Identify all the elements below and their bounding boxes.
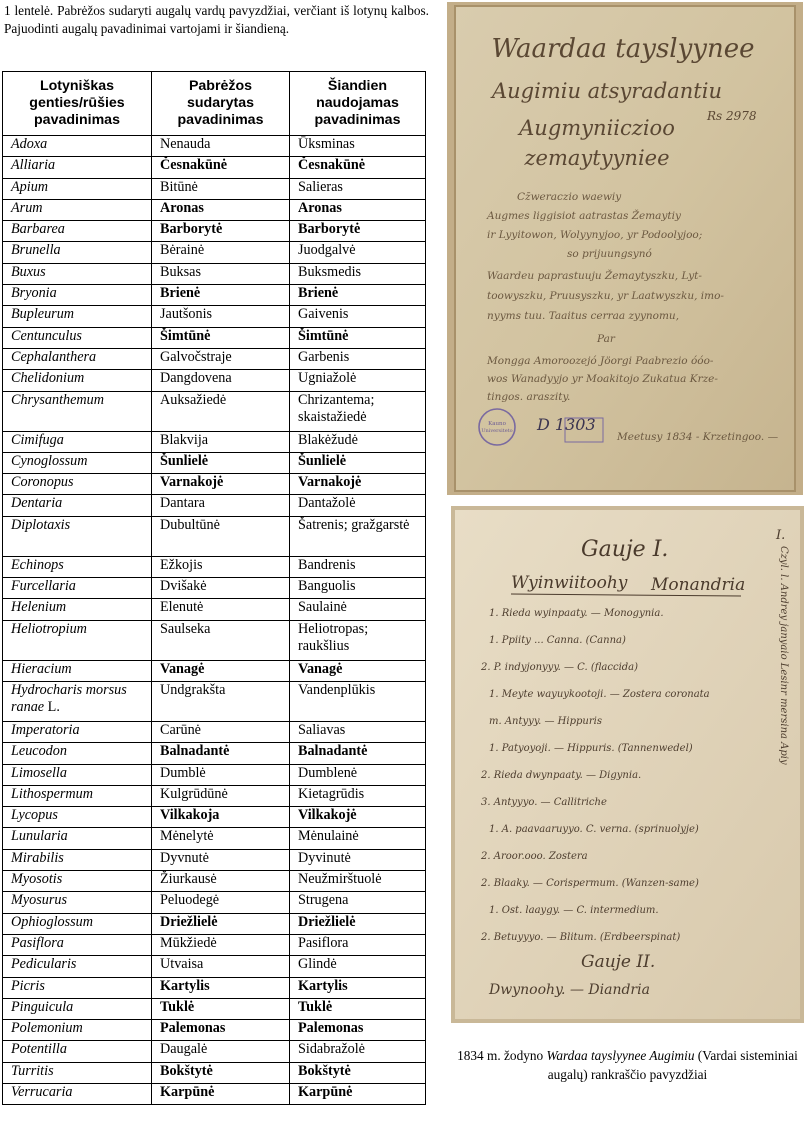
- today-name-cell: Saliavas: [290, 721, 426, 742]
- ms-entry: m. Antyyy. — Hippuris: [489, 716, 602, 727]
- latin-name-cell: [3, 178, 152, 199]
- table-row: [3, 474, 426, 495]
- stamp-number: D 1303: [537, 415, 596, 434]
- today-name-cell: Neužmirštuolė: [290, 871, 426, 892]
- today-name-cell: Vanagė: [290, 660, 426, 681]
- table-row: [3, 620, 426, 660]
- table-row: [3, 764, 426, 785]
- pabrezos-name-cell: Saulseka: [152, 620, 290, 660]
- manuscript-page-photo: [451, 506, 804, 1023]
- latin-name: Furcellaria: [11, 578, 76, 595]
- table-row: [3, 743, 426, 764]
- today-name-cell: Strugena: [290, 892, 426, 913]
- pabrezos-name-cell: Barborytė: [152, 221, 290, 242]
- ms-heading: Gauje I.: [581, 537, 669, 562]
- pabrezos-name-cell: Kartylis: [152, 977, 290, 998]
- ms-entry: 1. Meyte wayuykootoji. — Zostera coronata: [489, 689, 710, 700]
- pabrezos-name-cell: Šunlielė: [152, 452, 290, 473]
- archive-code: Rs 2978: [707, 109, 757, 123]
- ms-entry: 3. Antyyyo. — Callitriche: [481, 797, 607, 808]
- today-name-cell: Garbenis: [290, 348, 426, 369]
- table-row: [3, 578, 426, 599]
- latin-name: Pinguicula: [11, 998, 74, 1015]
- latin-name: Barbarea: [11, 221, 65, 238]
- today-name-cell: Tuklė: [290, 998, 426, 1019]
- pabrezos-name-cell: Mūkžiedė: [152, 934, 290, 955]
- pabrezos-name-cell: Varnakojė: [152, 474, 290, 495]
- today-name-cell: Sidabražolė: [290, 1041, 426, 1062]
- pabrezos-name-cell: Dumblė: [152, 764, 290, 785]
- table-row: [3, 721, 426, 742]
- pabrezos-name-cell: Brienė: [152, 285, 290, 306]
- latin-name-cell: [3, 743, 152, 764]
- latin-name-cell: [3, 370, 152, 391]
- latin-name-cell: [3, 516, 152, 556]
- pabrezos-name-cell: Driežlielė: [152, 913, 290, 934]
- table-row: [3, 242, 426, 263]
- table-row: [3, 327, 426, 348]
- today-name-cell: Aronas: [290, 199, 426, 220]
- latin-name-cell: [3, 263, 152, 284]
- pabrezos-name-cell: Balnadantė: [152, 743, 290, 764]
- today-name-cell: Buksmedis: [290, 263, 426, 284]
- pabrezos-name-cell: Dantara: [152, 495, 290, 516]
- table-row: [3, 599, 426, 620]
- plant-names-table: [2, 71, 426, 1105]
- table-row: [3, 785, 426, 806]
- pabrezos-name-cell: Carūnė: [152, 721, 290, 742]
- ms-subheading-left: Wyinwiitoohy: [511, 573, 628, 593]
- today-name-cell: Bandrenis: [290, 556, 426, 577]
- pabrezos-name-cell: Daugalė: [152, 1041, 290, 1062]
- today-name-cell: Šatrenis; gražgarstė: [290, 516, 426, 556]
- today-name-cell: Česnakūnė: [290, 157, 426, 178]
- ms-entry: 1. Rieda wyinpaaty. — Monogynia.: [489, 608, 664, 619]
- latin-name-cell: [3, 306, 152, 327]
- ms-line-1: Augimiu atsyradantiu: [491, 79, 723, 103]
- table-row: [3, 1062, 426, 1083]
- pabrezos-name-cell: Dangdovena: [152, 370, 290, 391]
- ms-entry: Dwynoohy. — Diandria: [489, 982, 650, 998]
- today-name-cell: Vandenplūkis: [290, 681, 426, 721]
- latin-name: Bupleurum: [11, 306, 75, 323]
- today-name-cell: Banguolis: [290, 578, 426, 599]
- today-name-cell: Karpūnė: [290, 1083, 426, 1104]
- svg-text:Universiteto: Universiteto: [481, 428, 513, 434]
- today-name-cell: Glindė: [290, 956, 426, 977]
- latin-name: Limosella: [11, 764, 67, 781]
- table-row: [3, 370, 426, 391]
- latin-name-cell: [3, 681, 152, 721]
- latin-name-cell: [3, 1083, 152, 1104]
- pabrezos-name-cell: Tuklė: [152, 998, 290, 1019]
- ms-small-line: toowyszku, Pruusyszku, yr Laatwyszku, imo-: [487, 290, 724, 302]
- today-name-cell: Barborytė: [290, 221, 426, 242]
- latin-name: Ophioglossum: [11, 913, 93, 930]
- table-row: [3, 199, 426, 220]
- latin-name-cell: [3, 285, 152, 306]
- today-name-cell: Šimtūnė: [290, 327, 426, 348]
- latin-name: Coronopus: [11, 474, 74, 491]
- latin-name-cell: [3, 828, 152, 849]
- today-name-cell: Dyvinutė: [290, 849, 426, 870]
- today-name-cell: Dantažolė: [290, 495, 426, 516]
- pabrezos-name-cell: Vilkakoja: [152, 807, 290, 828]
- pabrezos-name-cell: Vanagė: [152, 660, 290, 681]
- ms-heading-2: Gauje II.: [581, 952, 656, 972]
- table-row: [3, 998, 426, 1019]
- today-name-cell: Gaivenis: [290, 306, 426, 327]
- latin-name: Hieracium: [11, 660, 72, 677]
- ms-line-3: zemaytyyniee: [524, 146, 670, 170]
- table-row: [3, 495, 426, 516]
- ms-page-marker: I.: [776, 528, 786, 543]
- latin-name-cell: [3, 348, 152, 369]
- ms-small-line: Waardeu paprastuuju Žemaytyszku, Lyt-: [487, 270, 702, 282]
- latin-name: Heliotropium: [11, 620, 87, 637]
- pabrezos-name-cell: Jautšonis: [152, 306, 290, 327]
- latin-name: Imperatoria: [11, 721, 80, 738]
- latin-name-cell: [3, 956, 152, 977]
- latin-name-cell: [3, 849, 152, 870]
- ms-small-line: tingos. araszity.: [487, 391, 571, 403]
- latin-name: Leucodon: [11, 743, 67, 760]
- table-row: [3, 285, 426, 306]
- latin-name: Myosotis: [11, 871, 63, 888]
- latin-name: Alliaria: [11, 157, 56, 174]
- ms-small-line: so prijuungsynó: [567, 248, 652, 260]
- pabrezos-name-cell: Peluodegė: [152, 892, 290, 913]
- latin-name-cell: [3, 1041, 152, 1062]
- ms-entry: 1. A. paavaaruyyo. C. verna. (sprinuolyje): [489, 824, 699, 835]
- latin-name-cell: [3, 892, 152, 913]
- today-name-cell: Palemonas: [290, 1020, 426, 1041]
- ms-entry: 1. Ppiity ... Canna. (Canna): [489, 635, 626, 646]
- table-caption: 1 lentelė. Pabrėžos sudaryti augalų vardų pavyzdžiai, verčiant iš lotynų kalbos. Pajuodinti augalų pavadinimai vartojami ir šiandieną.: [4, 3, 429, 36]
- latin-name: Apium: [11, 178, 49, 195]
- latin-name: Centunculus: [11, 327, 82, 344]
- latin-name: Chrysanthemum: [11, 391, 105, 408]
- today-name-cell: Kietagrūdis: [290, 785, 426, 806]
- today-name-cell: Dumblenė: [290, 764, 426, 785]
- latin-name: Pasiflora: [11, 934, 64, 951]
- latin-name-cell: [3, 578, 152, 599]
- latin-name-cell: [3, 157, 152, 178]
- latin-name-cell: [3, 431, 152, 452]
- today-name-cell: Heliotropas; raukšlius: [290, 620, 426, 660]
- pabrezos-name-cell: Palemonas: [152, 1020, 290, 1041]
- header-latin: Lotyniškas genties/rūšies pavadinimas: [3, 72, 152, 136]
- table-row: [3, 807, 426, 828]
- latin-name-cell: [3, 620, 152, 660]
- latin-name-cell: [3, 327, 152, 348]
- pabrezos-name-cell: Šimtūnė: [152, 327, 290, 348]
- table-row: [3, 956, 426, 977]
- latin-name-cell: [3, 721, 152, 742]
- header-today: Šiandien naudojamas pavadinimas: [290, 72, 426, 136]
- today-name-cell: Ugniažolė: [290, 370, 426, 391]
- table-row: [3, 1020, 426, 1041]
- manuscript-title-page-photo: [447, 2, 803, 495]
- latin-name: Cynoglossum: [11, 452, 88, 469]
- ms-entry: 2. Aroor.ooo. Zostera: [481, 851, 588, 862]
- pabrezos-name-cell: Bėrainė: [152, 242, 290, 263]
- table-row: [3, 977, 426, 998]
- latin-name-cell: [3, 1062, 152, 1083]
- latin-name-cell: [3, 136, 152, 157]
- today-name-cell: Kartylis: [290, 977, 426, 998]
- latin-name-cell: [3, 977, 152, 998]
- today-name-cell: Driežlielė: [290, 913, 426, 934]
- today-name-cell: Balnadantė: [290, 743, 426, 764]
- ms-small-line: nyyms tuu. Taaitus cerraa zyynomu,: [487, 310, 680, 322]
- svg-text:Kauno: Kauno: [488, 421, 506, 427]
- pabrezos-name-cell: Elenutė: [152, 599, 290, 620]
- latin-name-cell: [3, 871, 152, 892]
- today-name-cell: Saulainė: [290, 599, 426, 620]
- today-name-cell: Ūksminas: [290, 136, 426, 157]
- table-row: [3, 452, 426, 473]
- ms-entry: 2. Blaaky. — Corispermum. (Wanzen-same): [481, 878, 699, 889]
- ms-small-line: ir Lyyitowon, Wolyynyjoo, yr Podoolyjoo;: [487, 229, 703, 241]
- table-row: [3, 849, 426, 870]
- ms-small-line: Par: [597, 333, 615, 345]
- table-row: [3, 391, 426, 431]
- latin-name-cell: [3, 599, 152, 620]
- ms-small-line: Meetusy 1834 - Krzetingoo. —: [617, 431, 779, 443]
- latin-name: Turritis: [11, 1062, 54, 1079]
- table-row: [3, 348, 426, 369]
- latin-name: Myosurus: [11, 892, 67, 909]
- table-row: [3, 828, 426, 849]
- ms-small-line: wos Wanadyyjo yr Moakitojo Zukatua Krze-: [487, 373, 718, 385]
- latin-name: Arum: [11, 199, 43, 216]
- table-row: [3, 1041, 426, 1062]
- latin-name: Hydrocharis morsus ranae: [11, 681, 127, 716]
- latin-name: Polemonium: [11, 1020, 83, 1037]
- pabrezos-name-cell: Dyvnutė: [152, 849, 290, 870]
- table-row: [3, 263, 426, 284]
- pabrezos-name-cell: Nenauda: [152, 136, 290, 157]
- today-name-cell: Brienė: [290, 285, 426, 306]
- today-name-cell: Pasiflora: [290, 934, 426, 955]
- figure-caption: [451, 1046, 804, 1084]
- today-name-cell: Mėnulainė: [290, 828, 426, 849]
- latin-name: Adoxa: [11, 136, 48, 152]
- today-name-cell: Blakėžudė: [290, 431, 426, 452]
- ms-small-line: Augmes liggisiot aatrastas Žemaytiy: [487, 210, 681, 222]
- pabrezos-name-cell: Žiurkausė: [152, 871, 290, 892]
- table-row: [3, 516, 426, 556]
- latin-name: Picris: [11, 977, 45, 994]
- table-row: [3, 221, 426, 242]
- latin-name-cell: [3, 998, 152, 1019]
- latin-name-cell: [3, 199, 152, 220]
- latin-name-cell: [3, 913, 152, 934]
- latin-name: Brunella: [11, 242, 61, 259]
- table-row: [3, 136, 426, 157]
- latin-name-cell: [3, 452, 152, 473]
- pabrezos-name-cell: Aronas: [152, 199, 290, 220]
- latin-author: L.: [44, 699, 60, 716]
- pabrezos-name-cell: Mėnelytė: [152, 828, 290, 849]
- table-row: [3, 556, 426, 577]
- pabrezos-name-cell: Blakvija: [152, 431, 290, 452]
- today-name-cell: Bokštytė: [290, 1062, 426, 1083]
- ms-entry: 2. P. indyjonyyy. — C. (flaccida): [481, 662, 639, 673]
- today-name-cell: Juodgalvė: [290, 242, 426, 263]
- ms-margin-note: Czyl. l. Andrey janyaio Lesinr mersina Apiy: [778, 546, 789, 765]
- pabrezos-name-cell: Karpūnė: [152, 1083, 290, 1104]
- today-name-cell: Chrizantema; skaistažiedė: [290, 391, 426, 431]
- latin-name-cell: [3, 556, 152, 577]
- pabrezos-name-cell: Buksas: [152, 263, 290, 284]
- latin-name: Lunularia: [11, 828, 68, 845]
- pabrezos-name-cell: Auksažiedė: [152, 391, 290, 431]
- table-row: [3, 431, 426, 452]
- figure-caption-title: Wardaa tayslyynee Augimiu: [546, 1048, 695, 1063]
- ms-entry: 2. Betuyyyo. — Blitum. (Erdbeerspinat): [481, 932, 681, 943]
- latin-name-cell: [3, 785, 152, 806]
- table-body: [3, 136, 426, 1105]
- latin-name: Helenium: [11, 599, 67, 616]
- pabrezos-name-cell: Bokštytė: [152, 1062, 290, 1083]
- latin-name-cell: [3, 391, 152, 431]
- latin-name: Cephalanthera: [11, 348, 97, 365]
- pabrezos-name-cell: Dubultūnė: [152, 516, 290, 556]
- figure-caption-suffix: (Vardai sisteminiai augalų) rankraščio pavyzdžiai: [547, 1048, 798, 1082]
- latin-name: Lycopus: [11, 807, 58, 824]
- pabrezos-name-cell: Utvaisa: [152, 956, 290, 977]
- latin-name-cell: [3, 242, 152, 263]
- pabrezos-name-cell: Undgrakšta: [152, 681, 290, 721]
- table-row: [3, 157, 426, 178]
- header-pabrezos: Pabrėžos sudarytas pavadinimas: [152, 72, 290, 136]
- ms-entry: 1. Patyoyoji. — Hippuris. (Tannenwedel): [489, 743, 693, 754]
- today-name-cell: Varnakojė: [290, 474, 426, 495]
- pabrezos-name-cell: Kulgrūdūnė: [152, 785, 290, 806]
- table-row: [3, 1083, 426, 1104]
- table-row: [3, 681, 426, 721]
- ms-title: Waardaa tayslyynee: [491, 34, 755, 64]
- ms-small-line: Cz̄weraczio waewiy: [517, 191, 622, 203]
- today-name-cell: Salieras: [290, 178, 426, 199]
- table-row: [3, 871, 426, 892]
- ms-entry: 2. Rieda dwynpaaty. — Digynia.: [481, 770, 642, 781]
- latin-name-cell: [3, 807, 152, 828]
- latin-name: Lithospermum: [11, 785, 93, 802]
- today-name-cell: Vilkakojė: [290, 807, 426, 828]
- ms-subheading-right: Monandria: [651, 575, 746, 595]
- latin-name-cell: [3, 474, 152, 495]
- table-header-row: [3, 72, 426, 136]
- latin-name-cell: [3, 495, 152, 516]
- latin-name: Cimifuga: [11, 431, 64, 448]
- latin-name-cell: [3, 1020, 152, 1041]
- latin-name-cell: [3, 934, 152, 955]
- latin-name-cell: [3, 221, 152, 242]
- today-name-cell: Šunlielė: [290, 452, 426, 473]
- table-row: [3, 306, 426, 327]
- table-row: [3, 892, 426, 913]
- figure-caption-prefix: 1834 m. žodyno: [457, 1048, 547, 1063]
- table-row: [3, 934, 426, 955]
- pabrezos-name-cell: Bitūnė: [152, 178, 290, 199]
- latin-name-cell: [3, 764, 152, 785]
- latin-name: Verrucaria: [11, 1083, 73, 1100]
- latin-name: Chelidonium: [11, 370, 85, 387]
- table-row: [3, 913, 426, 934]
- latin-name-cell: [3, 660, 152, 681]
- pabrezos-name-cell: Galvočstraje: [152, 348, 290, 369]
- latin-name: Pedicularis: [11, 956, 77, 973]
- ms-line-2: Augmyniiczioo: [519, 116, 675, 140]
- latin-name: Buxus: [11, 263, 46, 280]
- table-row: [3, 178, 426, 199]
- latin-name: Bryonia: [11, 285, 57, 302]
- latin-name: Diplotaxis: [11, 516, 71, 533]
- pabrezos-name-cell: Dvišakė: [152, 578, 290, 599]
- pabrezos-name-cell: Ežkojis: [152, 556, 290, 577]
- latin-name: Mirabilis: [11, 849, 64, 866]
- latin-name: Dentaria: [11, 495, 63, 512]
- ms-entry: 1. Ost. laaygy. — C. intermedium.: [489, 905, 659, 916]
- ms-small-line: Mongga Amoroozejó Jöorgi Paabrezio óóo-: [487, 355, 714, 367]
- table-row: [3, 660, 426, 681]
- latin-name: Echinops: [11, 556, 64, 573]
- pabrezos-name-cell: Česnakūnė: [152, 157, 290, 178]
- latin-name: Potentilla: [11, 1041, 67, 1058]
